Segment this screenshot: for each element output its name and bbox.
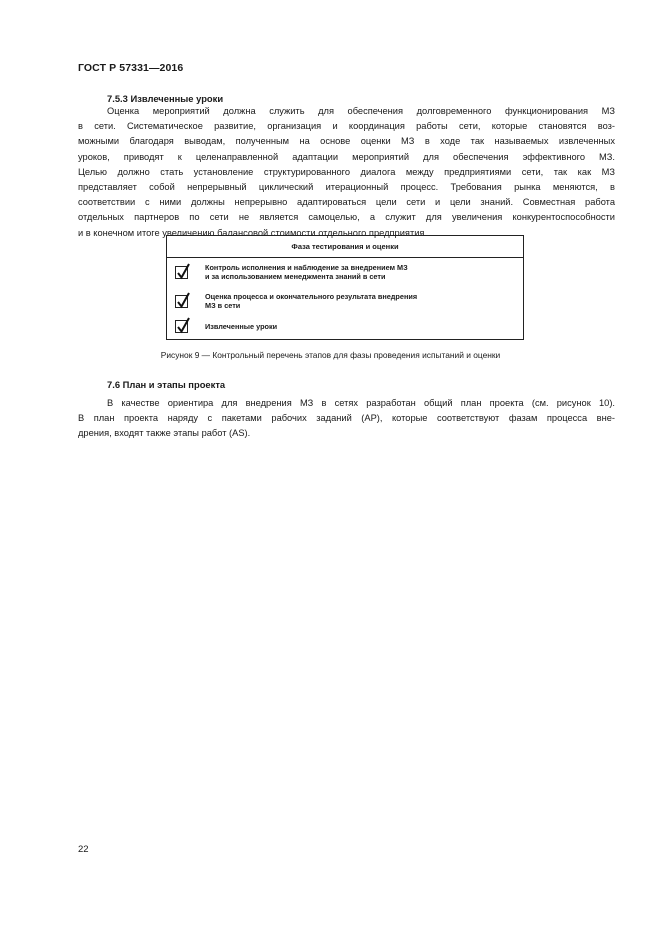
- checkbox-checked-icon: [175, 266, 188, 279]
- checklist-item: [175, 263, 517, 281]
- checklist-item-label: Оценка процесса и окончательного результата внедрения: [205, 292, 418, 301]
- section-753-body: [78, 104, 615, 241]
- page-number: 22: [78, 844, 89, 855]
- checklist-item: [175, 320, 517, 333]
- section-76-title: 7.6 План и этапы проекта: [107, 379, 226, 390]
- figure-heading: Фаза тестирования и оценки: [167, 236, 523, 258]
- checklist-item: [175, 292, 517, 310]
- text-line: уроков, приводят к целенаправленной адаптации мероприятий для обеспечения эффективного МЗ.: [78, 151, 615, 162]
- text-line: отдельных партнеров по сети не является самоцелью, а служит для увеличения конкурентоспособности: [78, 212, 615, 223]
- checkbox-checked-icon: [175, 295, 188, 308]
- text-line: в сети. Систематическое развитие, организация и координация работы сети, которые становятся воз-: [78, 121, 615, 132]
- text-line: В план проекта наряду с пакетами рабочих заданий (АР), которые соответствуют фазам процесса вне-: [78, 413, 615, 424]
- text-line: можными благодаря выводам, полученным на основе оценки МЗ в ходе так называемых извлеченных: [78, 136, 615, 147]
- text-line: В качестве ориентира для внедрения МЗ в сетях разработан общий план проекта (см. рисунок 10).: [107, 398, 615, 408]
- checkbox-checked-icon: [175, 320, 188, 333]
- text-line: Оценка мероприятий должна служить для обеспечения долговременного функционирования МЗ: [107, 106, 615, 116]
- figure-9-checklist: [166, 235, 524, 340]
- text-line: Целью должно стать установление структурированного диалога между предприятиями сети, так как МЗ: [78, 166, 615, 177]
- text-line: представляет собой непрерывный циклический итерационный процесс. Требования рынка меняются, в: [78, 182, 615, 193]
- section-753-title: 7.5.3 Извлеченные уроки: [107, 93, 224, 104]
- figure-caption: Рисунок 9 — Контрольный перечень этапов для фазы проведения испытаний и оценки: [160, 350, 501, 360]
- checklist-item-label: Извлеченные уроки: [205, 322, 278, 331]
- checklist-item-label: МЗ в сети: [205, 301, 241, 310]
- text-line: соответствии с ними должны непрерывно адаптироваться цели сети и цели знаний. Совместная работа: [78, 197, 615, 208]
- document-code: ГОСТ Р 57331—2016: [78, 62, 184, 74]
- checklist-item-label: Контроль исполнения и наблюдение за внедрением МЗ: [205, 263, 408, 272]
- section-76-body: [78, 396, 615, 442]
- text-line: и в конечном итоге увеличению балансовой стоимости отдельного предприятия.: [78, 227, 428, 238]
- text-line: дрения, входят также этапы работ (AS).: [78, 428, 251, 439]
- checklist-item-label: и за использованием менеджмента знаний в сети: [205, 272, 386, 281]
